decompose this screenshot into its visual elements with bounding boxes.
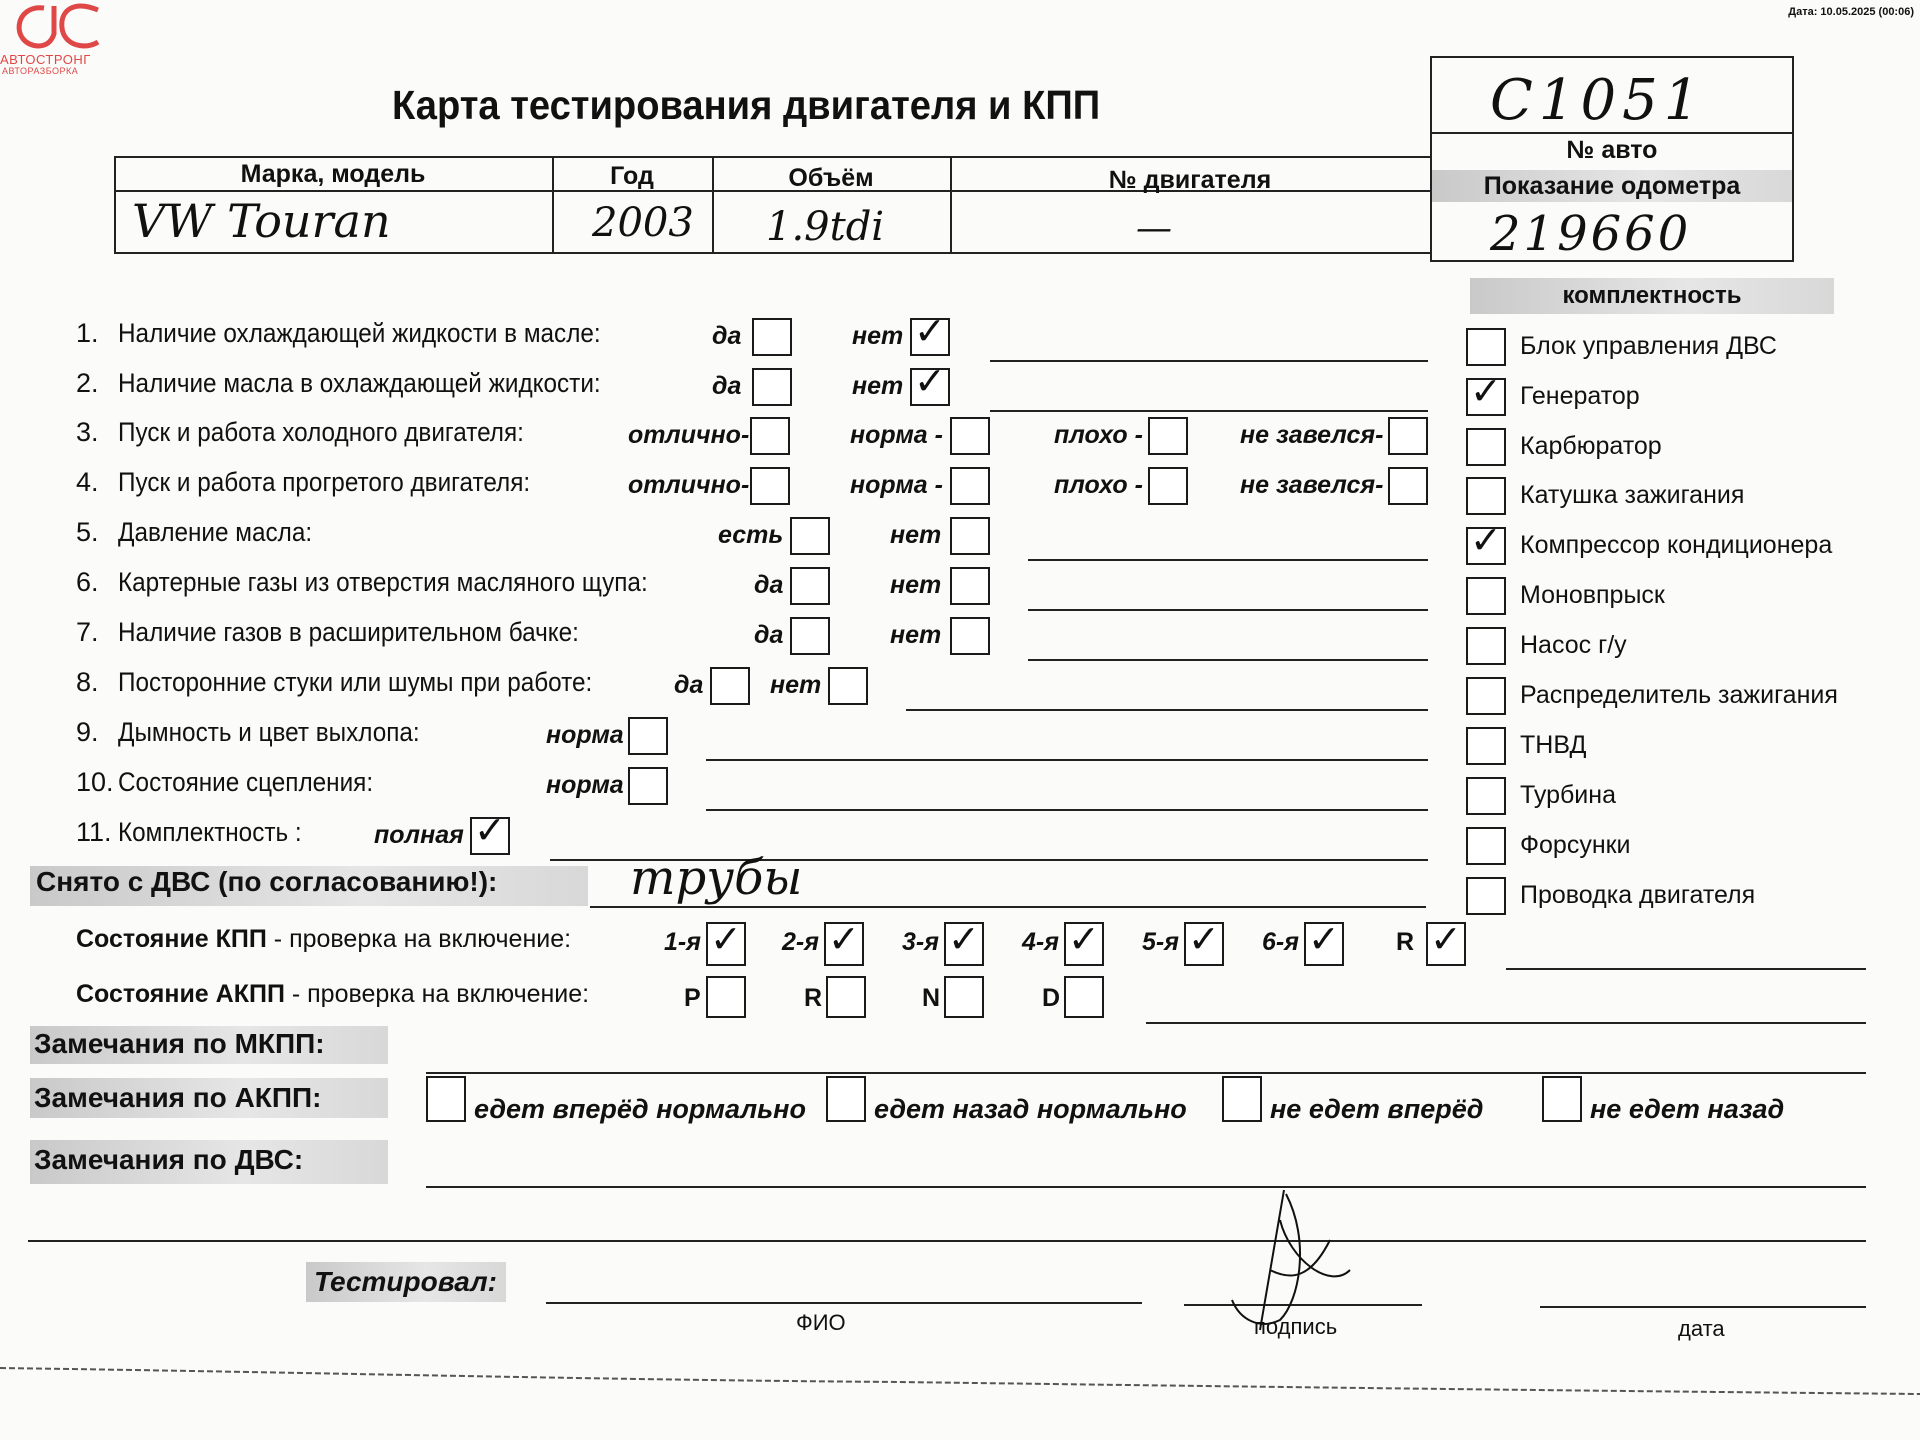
kit-item-box[interactable] bbox=[1466, 877, 1506, 915]
fill-line bbox=[1028, 609, 1428, 611]
gear-label: 4-я bbox=[1022, 928, 1059, 956]
kit-item-box[interactable] bbox=[1466, 577, 1506, 615]
check-label: Наличие масла в охлаждающей жидкости: bbox=[118, 368, 601, 398]
check-label: Пуск и работа прогретого двигателя: bbox=[118, 467, 531, 497]
kit-item-box[interactable] bbox=[1466, 627, 1506, 665]
check-label: Наличие газов в расширительном бачке: bbox=[118, 617, 579, 647]
kit-item-label: Карбюратор bbox=[1520, 432, 1662, 460]
option-norm-box[interactable] bbox=[950, 417, 990, 455]
removed-label: Снято с ДВС (по согласованию!): bbox=[36, 866, 498, 897]
kit-item-label: Распределитель зажигания bbox=[1520, 681, 1838, 709]
akpp-remark-label: не едет назад bbox=[1590, 1094, 1785, 1124]
check-number: 7. bbox=[76, 617, 99, 647]
option-absent-box[interactable] bbox=[950, 517, 990, 555]
gear-label: R bbox=[1396, 928, 1415, 956]
gear-label: 1-я bbox=[664, 928, 701, 956]
option-nostart-label: не завелся- bbox=[1240, 471, 1384, 499]
fio-caption: ФИО bbox=[796, 1310, 846, 1335]
volume-value: 1.9tdi bbox=[766, 204, 885, 250]
option-norma-box[interactable] bbox=[628, 717, 668, 755]
gear-check: ✓ bbox=[948, 917, 980, 961]
signature-mark bbox=[1220, 1180, 1360, 1350]
akpp-mode-box[interactable] bbox=[706, 976, 746, 1018]
logo-name: АВТОСТРОНГ bbox=[0, 52, 91, 67]
kit-item-label: Турбина bbox=[1520, 781, 1616, 809]
option-yes-label: да bbox=[754, 571, 784, 599]
kit-title: комплектность bbox=[1562, 282, 1742, 309]
option-yes-box[interactable] bbox=[790, 617, 830, 655]
option-no-check: ✓ bbox=[914, 309, 946, 353]
option-no-box[interactable] bbox=[950, 617, 990, 655]
option-excellent-box[interactable] bbox=[750, 417, 790, 455]
option-no-label: нет bbox=[852, 322, 904, 350]
option-no-check: ✓ bbox=[914, 359, 946, 403]
kit-item-label: Блок управления ДВС bbox=[1520, 332, 1777, 360]
option-no-box[interactable] bbox=[828, 667, 868, 705]
option-yes-box[interactable] bbox=[710, 667, 750, 705]
akpp-mode-label: D bbox=[1042, 984, 1061, 1012]
option-present-box[interactable] bbox=[790, 517, 830, 555]
option-bad-label: плохо - bbox=[1054, 471, 1143, 499]
akpp-mode-label: R bbox=[804, 984, 823, 1012]
akpp-remark-box[interactable] bbox=[426, 1076, 466, 1122]
option-excellent-label: отлично- bbox=[628, 471, 750, 499]
volume-header: Объём bbox=[788, 164, 874, 192]
option-norm-label: норма - bbox=[850, 471, 943, 499]
option-yes-box[interactable] bbox=[752, 368, 792, 406]
option-no-label: нет bbox=[890, 621, 942, 649]
dvs-remarks-label: Замечания по ДВС: bbox=[34, 1144, 304, 1175]
check-label: Давление масла: bbox=[118, 517, 313, 547]
check-label: Пуск и работа холодного двигателя: bbox=[118, 417, 524, 447]
gear-label: 6-я bbox=[1262, 928, 1299, 956]
kit-item-label: Насос г/у bbox=[1520, 631, 1627, 659]
gear-check: ✓ bbox=[1430, 917, 1462, 961]
car-number-label: № авто bbox=[1566, 136, 1658, 164]
check-number: 1. bbox=[76, 318, 99, 348]
option-full-check: ✓ bbox=[474, 808, 506, 852]
akpp-remarks-label: Замечания по АКПП: bbox=[34, 1082, 322, 1113]
option-absent-label: нет bbox=[890, 521, 942, 549]
check-number: 11. bbox=[76, 817, 112, 847]
fill-line bbox=[706, 809, 1428, 811]
check-number: 5. bbox=[76, 517, 99, 547]
tested-label: Тестировал: bbox=[314, 1266, 497, 1297]
option-yes-box[interactable] bbox=[752, 318, 792, 356]
akpp-mode-box[interactable] bbox=[1064, 976, 1104, 1018]
akpp-mode-box[interactable] bbox=[944, 976, 984, 1018]
check-label: Комплектность : bbox=[118, 817, 302, 847]
akpp-remark-label: едет назад нормально bbox=[874, 1094, 1187, 1124]
gear-check: ✓ bbox=[1308, 917, 1340, 961]
engine-number-value: — bbox=[1136, 208, 1172, 249]
kit-item-box[interactable] bbox=[1466, 727, 1506, 765]
fill-line bbox=[1028, 559, 1428, 561]
kit-item-box[interactable] bbox=[1466, 777, 1506, 815]
kit-item-label: ТНВД bbox=[1520, 731, 1587, 759]
option-norm-box[interactable] bbox=[950, 467, 990, 505]
akpp-mode-box[interactable] bbox=[826, 976, 866, 1018]
akpp-mode-label: N bbox=[922, 984, 941, 1012]
kit-item-label: Форсунки bbox=[1520, 831, 1631, 859]
gear-label: 3-я bbox=[902, 928, 939, 956]
make-model-header: Марка, модель bbox=[240, 160, 426, 188]
option-yes-box[interactable] bbox=[790, 567, 830, 605]
akpp-remark-label: не едет вперёд bbox=[1270, 1094, 1484, 1124]
fill-line bbox=[706, 759, 1428, 761]
kit-item-label: Катушка зажигания bbox=[1520, 481, 1745, 509]
kit-item-box[interactable] bbox=[1466, 328, 1506, 366]
fill-line bbox=[990, 410, 1428, 412]
date-stamp: Дата: 10.05.2025 (00:06) bbox=[1788, 6, 1914, 18]
page-edge bbox=[0, 1360, 1920, 1400]
kit-item-label: Проводка двигателя bbox=[1520, 881, 1756, 909]
check-number: 8. bbox=[76, 667, 99, 697]
check-label: Дымность и цвет выхлопа: bbox=[118, 717, 420, 747]
make-model-value: VW Touran bbox=[132, 194, 391, 248]
option-yes-label: да bbox=[674, 671, 704, 699]
check-number: 2. bbox=[76, 368, 99, 398]
akpp-remark-box[interactable] bbox=[1222, 1076, 1262, 1122]
car-number-value: C1051 bbox=[1490, 68, 1706, 133]
check-number: 4. bbox=[76, 467, 99, 497]
check-number: 6. bbox=[76, 567, 99, 597]
check-label: Наличие охлаждающей жидкости в масле: bbox=[118, 318, 601, 348]
fill-line bbox=[1028, 659, 1428, 661]
date-caption: дата bbox=[1678, 1316, 1725, 1341]
gear-check: ✓ bbox=[1068, 917, 1100, 961]
gear-label: 2-я bbox=[782, 928, 819, 956]
kit-item-box[interactable] bbox=[1466, 477, 1506, 515]
option-no-label: нет bbox=[852, 372, 904, 400]
signature-caption: подпись bbox=[1254, 1314, 1338, 1339]
kit-item-box[interactable] bbox=[1466, 827, 1506, 865]
logo-subtitle: АВТОРАЗБОРКА bbox=[2, 66, 79, 76]
engine-number-header: № двигателя bbox=[1108, 166, 1272, 194]
option-norma-label: норма bbox=[546, 771, 624, 799]
check-label: Состояние сцепления: bbox=[118, 767, 374, 797]
kit-item-box[interactable] bbox=[1466, 677, 1506, 715]
fill-line bbox=[906, 709, 1428, 711]
kit-item-box[interactable] bbox=[1466, 428, 1506, 466]
odometer-label: Показание одометра bbox=[1483, 172, 1741, 200]
option-nostart-box[interactable] bbox=[1388, 417, 1428, 455]
option-full-label: полная bbox=[374, 821, 464, 849]
odometer-value: 219660 bbox=[1490, 206, 1692, 262]
check-number: 3. bbox=[76, 417, 99, 447]
kit-item-check: ✓ bbox=[1470, 518, 1502, 562]
akpp-mode-label: P bbox=[684, 984, 701, 1012]
option-nostart-box[interactable] bbox=[1388, 467, 1428, 505]
option-no-label: нет bbox=[770, 671, 822, 699]
mkpp-remarks-label: Замечания по МКПП: bbox=[34, 1028, 325, 1059]
akpp-remark-box[interactable] bbox=[1542, 1076, 1582, 1122]
check-label: Картерные газы из отверстия масляного щупа: bbox=[118, 567, 648, 597]
akpp-remark-box[interactable] bbox=[826, 1076, 866, 1122]
option-excellent-label: отлично- bbox=[628, 421, 750, 449]
option-no-box[interactable] bbox=[950, 567, 990, 605]
gear-label: 5-я bbox=[1142, 928, 1179, 956]
page-title: Карта тестирования двигателя и КПП bbox=[392, 82, 1101, 128]
year-header: Год bbox=[610, 162, 654, 190]
kit-item-label: Генератор bbox=[1520, 382, 1640, 410]
check-number: 9. bbox=[76, 717, 99, 747]
gear-check: ✓ bbox=[710, 917, 742, 961]
year-value: 2003 bbox=[592, 200, 694, 246]
kit-item-label: Моновпрыск bbox=[1520, 581, 1665, 609]
option-present-label: есть bbox=[718, 521, 784, 549]
check-number: 10. bbox=[76, 767, 114, 797]
option-bad-label: плохо - bbox=[1054, 421, 1143, 449]
kit-item-check: ✓ bbox=[1470, 369, 1502, 413]
option-excellent-box[interactable] bbox=[750, 467, 790, 505]
option-yes-label: да bbox=[754, 621, 784, 649]
removed-value: трубы bbox=[630, 850, 803, 906]
kit-item-label: Компрессор кондиционера bbox=[1520, 531, 1833, 559]
gear-check: ✓ bbox=[1188, 917, 1220, 961]
option-bad-box[interactable] bbox=[1148, 467, 1188, 505]
option-norm-label: норма - bbox=[850, 421, 943, 449]
check-label: Посторонние стуки или шумы при работе: bbox=[118, 667, 593, 697]
option-yes-label: да bbox=[712, 372, 742, 400]
akpp-label: Состояние АКПП - проверка на включение: bbox=[76, 980, 590, 1008]
fill-line bbox=[990, 360, 1428, 362]
option-norma-label: норма bbox=[546, 721, 624, 749]
option-bad-box[interactable] bbox=[1148, 417, 1188, 455]
gear-check: ✓ bbox=[828, 917, 860, 961]
logo-mark bbox=[4, 0, 100, 52]
option-nostart-label: не завелся- bbox=[1240, 421, 1384, 449]
kpp-label: Состояние КПП - проверка на включение: bbox=[76, 925, 572, 953]
option-yes-label: да bbox=[712, 322, 742, 350]
option-no-label: нет bbox=[890, 571, 942, 599]
option-norma-box[interactable] bbox=[628, 767, 668, 805]
akpp-remark-label: едет вперёд нормально bbox=[474, 1094, 806, 1124]
